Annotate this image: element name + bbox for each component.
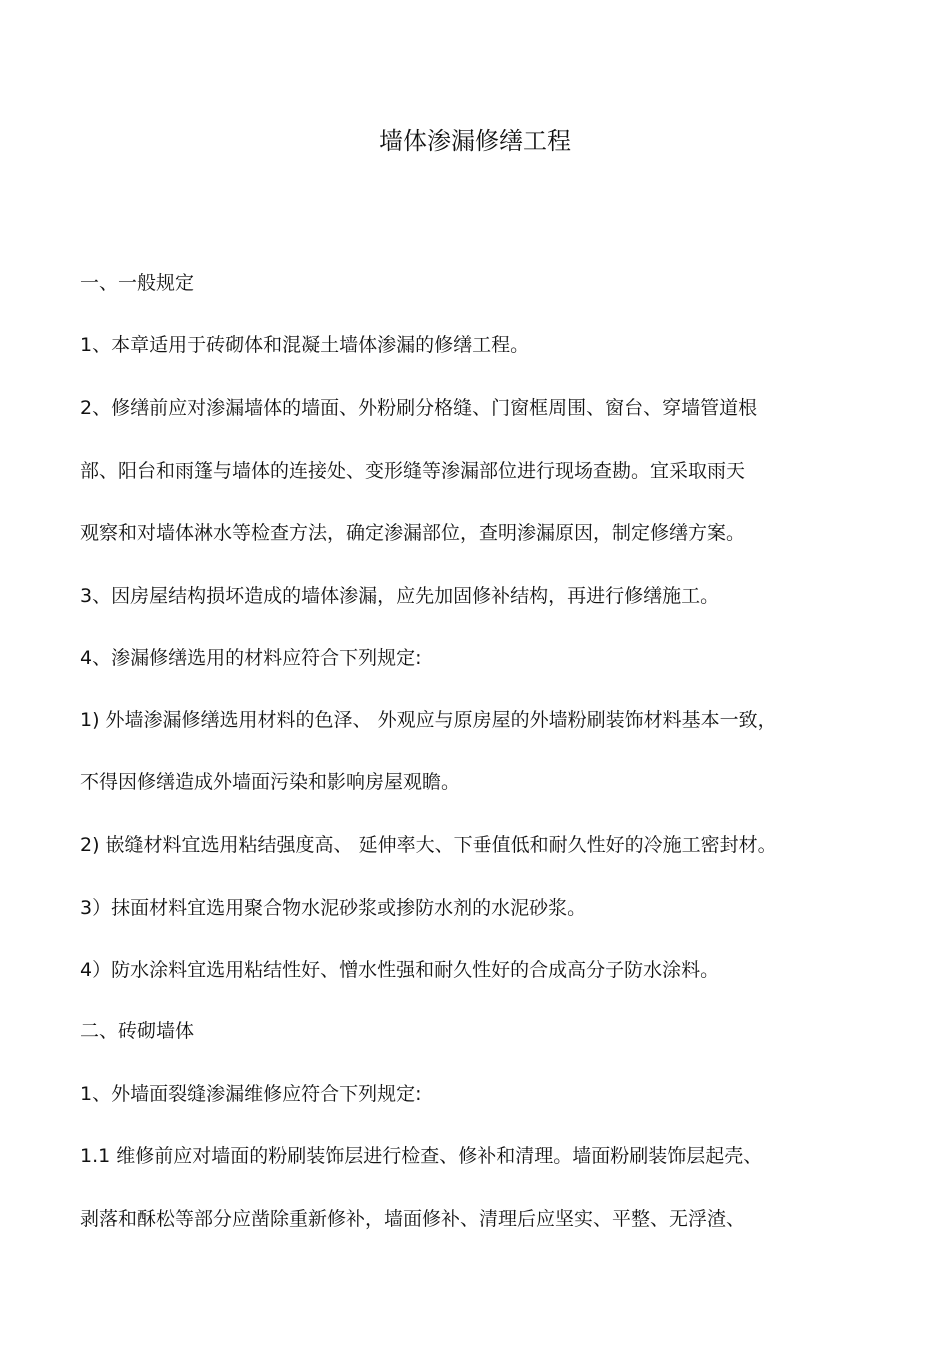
paragraph-line: 2) 嵌缝材料宜选用粘结强度高、 延伸率大、下垂值低和耐久性好的冷施工密封材。 (80, 834, 777, 856)
paragraph-line: 1.1 维修前应对墙面的粉刷装饰层进行检查、修补和清理。墙面粉刷装饰层起壳、 (80, 1145, 763, 1167)
section-heading-general: 一、一般规定 (80, 272, 195, 294)
section-heading-brick-wall: 二、砖砌墙体 (80, 1020, 195, 1042)
paragraph-line: 1、本章适用于砖砌体和混凝土墙体渗漏的修缮工程。 (80, 334, 530, 356)
paragraph-line: 剥落和酥松等部分应凿除重新修补，墙面修补、清理后应坚实、平整、无浮渣、 (80, 1208, 746, 1230)
paragraph-line: 观察和对墙体淋水等检查方法，确定渗漏部位，查明渗漏原因，制定修缮方案。 (80, 522, 746, 544)
paragraph-line: 3）抹面材料宜选用聚合物水泥砂浆或掺防水剂的水泥砂浆。 (80, 897, 587, 919)
paragraph-line: 4）防水涂料宜选用粘结性好、憎水性强和耐久性好的合成高分子防水涂料。 (80, 959, 720, 981)
paragraph-line: 部、阳台和雨篷与墙体的连接处、变形缝等渗漏部位进行现场查勘。宜采取雨天 (80, 460, 746, 482)
paragraph-line: 1) 外墙渗漏修缮选用材料的色泽、 外观应与原房屋的外墙粉刷装饰材料基本一致， (80, 709, 777, 731)
paragraph-line: 1、外墙面裂缝渗漏维修应符合下列规定: (80, 1083, 422, 1105)
page-title: 墙体渗漏修缮工程 (379, 127, 571, 155)
paragraph-line: 4、渗漏修缮选用的材料应符合下列规定: (80, 647, 422, 669)
paragraph-line: 2、修缮前应对渗漏墙体的墙面、外粉刷分格缝、门窗框周围、窗台、穿墙管道根 (80, 397, 758, 419)
paragraph-line: 不得因修缮造成外墙面污染和影响房屋观瞻。 (80, 771, 461, 793)
paragraph-line: 3、因房屋结构损坏造成的墙体渗漏，应先加固修补结构，再进行修缮施工。 (80, 585, 720, 607)
